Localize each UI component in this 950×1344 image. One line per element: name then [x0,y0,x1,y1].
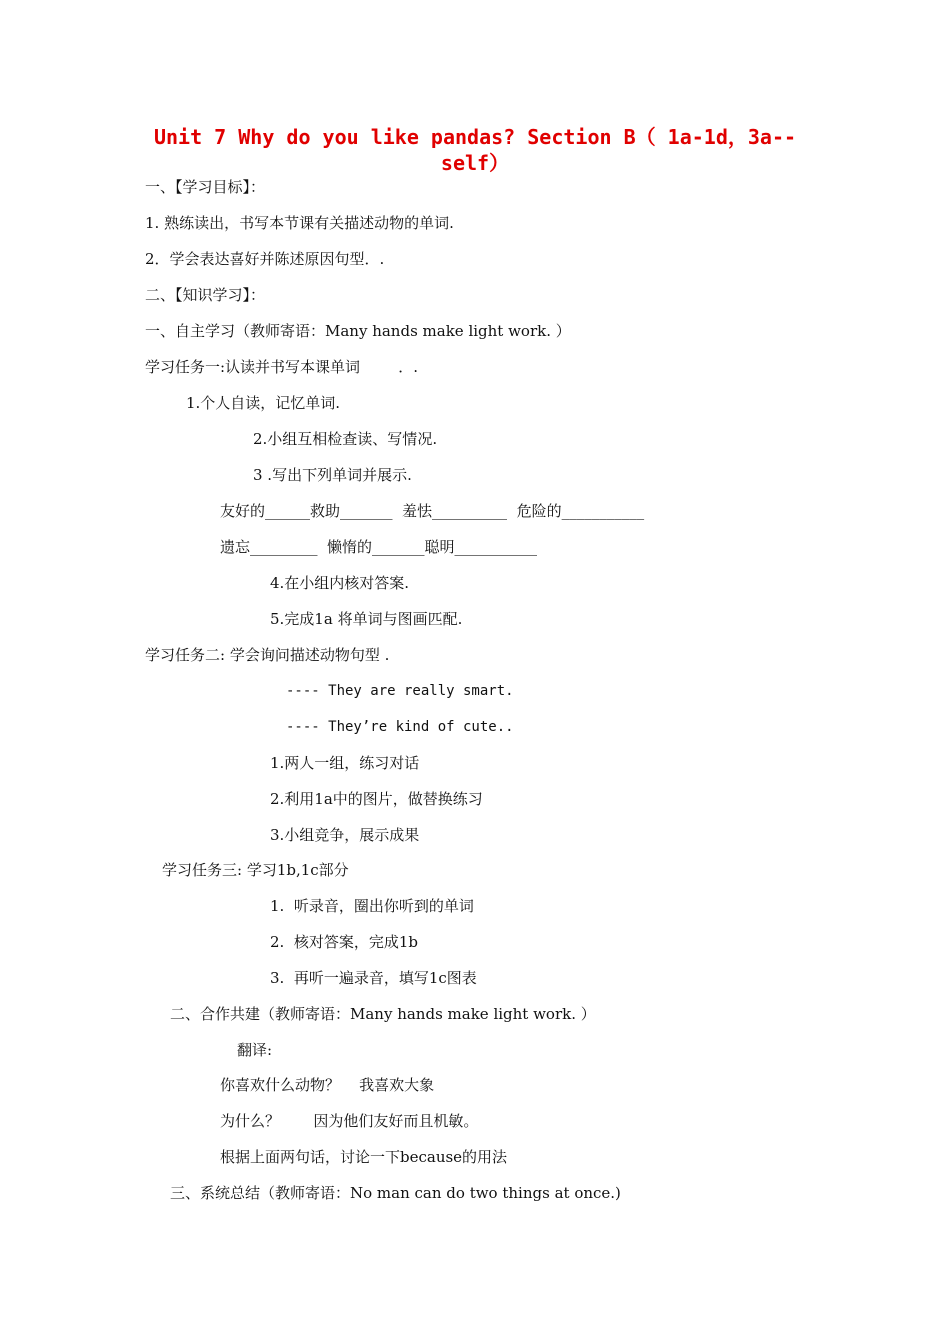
task1-heading: 学习任务一:认读并书写本课单词 ．. [145,358,418,376]
vocab-line: 遗忘_________ 懒惰的_______聪明___________ [220,538,538,556]
summary-heading: 三、系统总结（教师寄语：No man can do two things at once.) [170,1184,621,1202]
task3-step: 3. 再听一遍录音，填写1c图表 [270,969,477,987]
task1-step: 4.在小组内核对答案. [270,574,410,592]
knowledge-heading: 二、【知识学习】： [145,286,266,304]
task2-sentence: ---- They are really smart. [286,683,514,699]
vocab-line: 友好的______救助_______ 羞怯__________ 危险的___________ [220,502,645,520]
title-line-1: Unit 7 Why do you like pandas? Section B（ 1a-1d，3a-- [153,125,797,149]
translate-line: 你喜欢什么动物？ 我喜欢大象 [220,1076,435,1094]
goal-item: 1. 熟练读出，书写本节课有关描述动物的单词. [145,214,454,232]
title-line-2: self） [440,151,510,175]
coop-heading: 二、合作共建（教师寄语：Many hands make light work. ） [170,1005,596,1023]
translate-line: 为什么？ 因为他们友好而且机敏。 [220,1112,479,1130]
task3-heading: 学习任务三: 学习1b,1c部分 [162,861,349,879]
task1-step: 1.个人自读，记忆单词. [186,394,341,412]
task2-step: 2.利用1a中的图片，做替换练习 [270,790,483,808]
task2-step: 3.小组竞争，展示成果 [270,826,420,844]
task3-step: 2. 核对答案，完成1b [270,933,418,951]
task1-step: 5.完成1a 将单词与图画匹配. [270,610,463,628]
self-study-heading: 一、自主学习（教师寄语：Many hands make light work. ） [145,322,571,340]
goals-heading: 一、【学习目标】： [145,178,266,196]
goal-item: 2．学会表达喜好并陈述原因句型．. [145,250,385,268]
task1-step: 3 .写出下列单词并展示. [253,466,412,484]
task2-heading: 学习任务二: 学会询问描述动物句型 . [145,646,390,664]
task2-sentence: ---- They’re kind of cute.. [286,719,514,735]
discussion-line: 根据上面两句话，讨论一下because的用法 [220,1148,508,1166]
task3-step: 1. 听录音，圈出你听到的单词 [270,897,474,915]
translate-label: 翻译: [237,1041,273,1059]
task2-step: 1.两人一组，练习对话 [270,754,420,772]
task1-step: 2.小组互相检查读、写情况. [253,430,438,448]
